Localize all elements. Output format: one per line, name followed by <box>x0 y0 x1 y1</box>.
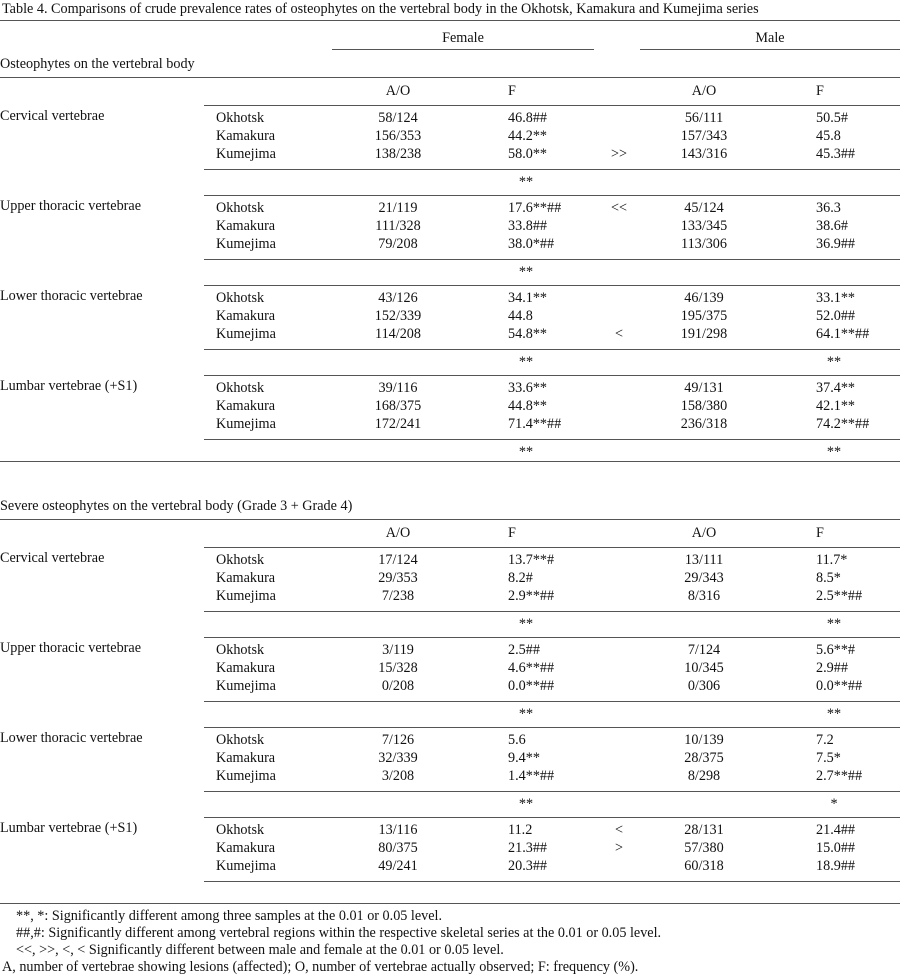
region-rule <box>204 259 900 260</box>
female-frequency-value: 71.4**## <box>508 416 562 432</box>
male-ao-value: 8/298 <box>687 768 721 784</box>
female-frequency-value: 58.0** <box>508 146 548 162</box>
male-frequency-value: 2.7**## <box>816 768 863 784</box>
male-frequency-value: 0.0**## <box>816 678 863 694</box>
male-ao-value: 8/316 <box>687 588 721 604</box>
female-ao-value: 29/353 <box>378 570 418 586</box>
site-name: Kumejima <box>216 236 276 252</box>
female-frequency-value: 4.6**## <box>508 660 555 676</box>
site-name: Kumejima <box>216 326 276 342</box>
male-ao-value: 158/380 <box>680 398 728 414</box>
male-sample-significance: * <box>830 796 838 812</box>
female-ao-value: 7/126 <box>381 732 415 748</box>
male-sample-significance: ** <box>826 354 842 370</box>
col-header-male-f: F <box>816 83 824 99</box>
site-name: Okhotsk <box>216 200 265 216</box>
female-frequency-value: 21.3## <box>508 840 548 856</box>
male-frequency-value: 45.8 <box>816 128 841 144</box>
female-frequency-value: 44.2** <box>508 128 548 144</box>
female-frequency-value: 54.8** <box>508 326 548 342</box>
female-ao-value: 111/328 <box>375 218 421 234</box>
female-ao-value: 114/208 <box>375 326 421 342</box>
female-ao-value: 172/241 <box>374 416 422 432</box>
footnote: **, *: Significantly different among three samples at the 0.01 or 0.05 level. <box>16 908 443 924</box>
region-rule <box>204 349 900 350</box>
male-ao-value: 236/318 <box>680 416 728 432</box>
male-frequency-value: 74.2**## <box>816 416 870 432</box>
section-end-rule <box>0 461 900 462</box>
section-rule <box>0 519 900 520</box>
male-ao-value: 13/111 <box>684 552 724 568</box>
region-rule <box>204 169 900 170</box>
male-ao-value: 10/345 <box>684 660 724 676</box>
male-ao-value: 57/380 <box>684 840 724 856</box>
female-frequency-value: 38.0*## <box>508 236 555 252</box>
col-header-female-ao: A/O <box>385 525 411 541</box>
site-name: Okhotsk <box>216 822 265 838</box>
female-frequency-value: 44.8 <box>508 308 533 324</box>
female-frequency-value: 11.2 <box>508 822 533 838</box>
female-ao-value: 0/208 <box>381 678 415 694</box>
region-name: Lower thoracic vertebrae <box>0 730 143 746</box>
site-name: Kamakura <box>216 398 276 414</box>
region-rule <box>204 791 900 792</box>
region-rule <box>204 285 900 286</box>
region-rule <box>204 195 900 196</box>
col-header-male-ao: A/O <box>691 83 717 99</box>
male-ao-value: 143/316 <box>680 146 728 162</box>
region-name: Upper thoracic vertebrae <box>0 198 142 214</box>
male-frequency-value: 52.0## <box>816 308 856 324</box>
female-ao-value: 7/238 <box>381 588 415 604</box>
region-name: Upper thoracic vertebrae <box>0 640 142 656</box>
male-header-rule <box>640 49 900 50</box>
female-frequency-value: 20.3## <box>508 858 548 874</box>
sex-difference-mark: << <box>610 200 627 216</box>
female-frequency-value: 9.4** <box>508 750 540 766</box>
male-frequency-value: 7.5* <box>816 750 841 766</box>
female-header-rule <box>332 49 594 50</box>
region-rule <box>204 701 900 702</box>
site-name: Kumejima <box>216 858 276 874</box>
female-ao-value: 49/241 <box>378 858 418 874</box>
male-ao-value: 45/124 <box>684 200 724 216</box>
male-ao-value: 10/139 <box>684 732 724 748</box>
male-frequency-value: 8.5* <box>816 570 841 586</box>
female-frequency-value: 2.5## <box>508 642 540 658</box>
site-name: Okhotsk <box>216 552 265 568</box>
site-name: Kamakura <box>216 218 276 234</box>
male-ao-value: 133/345 <box>680 218 728 234</box>
region-rule <box>204 881 900 882</box>
site-name: Kamakura <box>216 840 276 856</box>
region-name: Lumbar vertebrae (+S1) <box>0 378 138 394</box>
sex-difference-mark: > <box>614 840 623 856</box>
footnote: ##,#: Significantly different among vertebral regions within the respective skeletal series at the 0.01 or 0.05 level. <box>16 925 662 941</box>
site-name: Okhotsk <box>216 642 265 658</box>
female-sample-significance: ** <box>518 444 534 460</box>
female-frequency-value: 1.4**## <box>508 768 555 784</box>
male-frequency-value: 18.9## <box>816 858 856 874</box>
female-sample-significance: ** <box>518 796 534 812</box>
region-rule <box>204 611 900 612</box>
site-name: Kamakura <box>216 128 276 144</box>
female-ao-value: 138/238 <box>374 146 422 162</box>
male-ao-value: 28/375 <box>684 750 724 766</box>
male-frequency-value: 2.5**## <box>816 588 863 604</box>
male-ao-value: 46/139 <box>684 290 724 306</box>
female-ao-value: 152/339 <box>374 308 422 324</box>
female-ao-value: 43/126 <box>378 290 418 306</box>
female-ao-value: 15/328 <box>378 660 418 676</box>
table-title: Table 4. Comparisons of crude prevalence rates of osteophytes on the vertebral body in the Okhotsk, Kamakura and Kumejima series <box>2 1 759 17</box>
female-frequency-value: 0.0**## <box>508 678 555 694</box>
female-frequency-value: 5.6 <box>508 732 526 748</box>
female-frequency-value: 2.9**## <box>508 588 555 604</box>
section-heading: Osteophytes on the vertebral body <box>0 56 195 72</box>
female-sample-significance: ** <box>518 616 534 632</box>
region-rule <box>204 637 900 638</box>
female-ao-value: 79/208 <box>378 236 418 252</box>
col-header-female-f: F <box>508 525 516 541</box>
female-frequency-value: 13.7**# <box>508 552 555 568</box>
male-ao-value: 113/306 <box>681 236 727 252</box>
col-header-female-ao: A/O <box>385 83 411 99</box>
male-ao-value: 7/124 <box>687 642 721 658</box>
region-rule <box>204 375 900 376</box>
female-frequency-value: 17.6**## <box>508 200 562 216</box>
female-sample-significance: ** <box>518 264 534 280</box>
female-frequency-value: 33.8## <box>508 218 548 234</box>
site-name: Okhotsk <box>216 290 265 306</box>
region-rule <box>204 817 900 818</box>
region-rule <box>204 439 900 440</box>
site-name: Kumejima <box>216 416 276 432</box>
sex-difference-mark: < <box>614 326 623 342</box>
male-ao-value: 49/131 <box>684 380 724 396</box>
site-name: Kumejima <box>216 146 276 162</box>
region-name: Lower thoracic vertebrae <box>0 288 143 304</box>
male-frequency-value: 21.4## <box>816 822 856 838</box>
col-header-female-f: F <box>508 83 516 99</box>
female-ao-value: 58/124 <box>378 110 418 126</box>
region-rule <box>204 727 900 728</box>
female-ao-value: 156/353 <box>374 128 422 144</box>
female-frequency-value: 44.8** <box>508 398 548 414</box>
female-ao-value: 21/119 <box>378 200 418 216</box>
female-ao-value: 80/375 <box>378 840 418 856</box>
footnote: A, number of vertebrae showing lesions (affected); O, number of vertebrae actually observed; F: frequency (%). <box>2 959 639 975</box>
site-name: Kumejima <box>216 588 276 604</box>
header-female: Female <box>442 30 484 46</box>
col-header-male-f: F <box>816 525 824 541</box>
site-name: Okhotsk <box>216 110 265 126</box>
male-ao-value: 28/131 <box>684 822 724 838</box>
female-frequency-value: 8.2# <box>508 570 533 586</box>
female-sample-significance: ** <box>518 174 534 190</box>
top-rule <box>0 20 900 21</box>
male-frequency-value: 37.4** <box>816 380 856 396</box>
header-male: Male <box>755 30 785 46</box>
male-frequency-value: 2.9## <box>816 660 848 676</box>
male-frequency-value: 64.1**## <box>816 326 870 342</box>
male-frequency-value: 36.9## <box>816 236 856 252</box>
region-rule <box>204 105 900 106</box>
female-frequency-value: 46.8## <box>508 110 548 126</box>
footnote-rule <box>0 903 900 904</box>
male-sample-significance: ** <box>826 616 842 632</box>
male-frequency-value: 11.7* <box>816 552 848 568</box>
col-header-male-ao: A/O <box>691 525 717 541</box>
female-ao-value: 3/119 <box>382 642 414 658</box>
section-rule <box>0 77 900 78</box>
male-frequency-value: 50.5# <box>816 110 848 126</box>
footnote: <<, >>, <, < Significantly different between male and female at the 0.01 or 0.05 level. <box>16 942 504 958</box>
female-ao-value: 17/124 <box>378 552 418 568</box>
male-ao-value: 56/111 <box>684 110 724 126</box>
male-frequency-value: 36.3 <box>816 200 841 216</box>
male-sample-significance: ** <box>826 444 842 460</box>
site-name: Kamakura <box>216 570 276 586</box>
site-name: Kumejima <box>216 768 276 784</box>
female-sample-significance: ** <box>518 706 534 722</box>
female-ao-value: 3/208 <box>381 768 415 784</box>
site-name: Kumejima <box>216 678 276 694</box>
male-frequency-value: 38.6# <box>816 218 848 234</box>
female-frequency-value: 33.6** <box>508 380 548 396</box>
male-ao-value: 195/375 <box>680 308 728 324</box>
site-name: Kamakura <box>216 750 276 766</box>
region-name: Cervical vertebrae <box>0 550 105 566</box>
female-ao-value: 32/339 <box>378 750 418 766</box>
male-ao-value: 157/343 <box>680 128 728 144</box>
male-frequency-value: 15.0## <box>816 840 856 856</box>
section-heading: Severe osteophytes on the vertebral body (Grade 3 + Grade 4) <box>0 498 353 514</box>
male-ao-value: 191/298 <box>680 326 728 342</box>
male-frequency-value: 42.1** <box>816 398 856 414</box>
male-frequency-value: 33.1** <box>816 290 856 306</box>
female-sample-significance: ** <box>518 354 534 370</box>
site-name: Okhotsk <box>216 732 265 748</box>
sex-difference-mark: < <box>614 822 623 838</box>
region-name: Lumbar vertebrae (+S1) <box>0 820 138 836</box>
female-ao-value: 39/116 <box>378 380 418 396</box>
male-frequency-value: 45.3## <box>816 146 856 162</box>
male-frequency-value: 5.6**# <box>816 642 856 658</box>
male-sample-significance: ** <box>826 706 842 722</box>
region-name: Cervical vertebrae <box>0 108 105 124</box>
site-name: Okhotsk <box>216 380 265 396</box>
site-name: Kamakura <box>216 308 276 324</box>
sex-difference-mark: >> <box>610 146 627 162</box>
male-frequency-value: 7.2 <box>816 732 834 748</box>
male-ao-value: 0/306 <box>687 678 721 694</box>
region-rule <box>204 547 900 548</box>
male-ao-value: 60/318 <box>684 858 724 874</box>
site-name: Kamakura <box>216 660 276 676</box>
female-frequency-value: 34.1** <box>508 290 548 306</box>
female-ao-value: 168/375 <box>374 398 422 414</box>
female-ao-value: 13/116 <box>378 822 418 838</box>
male-ao-value: 29/343 <box>684 570 724 586</box>
